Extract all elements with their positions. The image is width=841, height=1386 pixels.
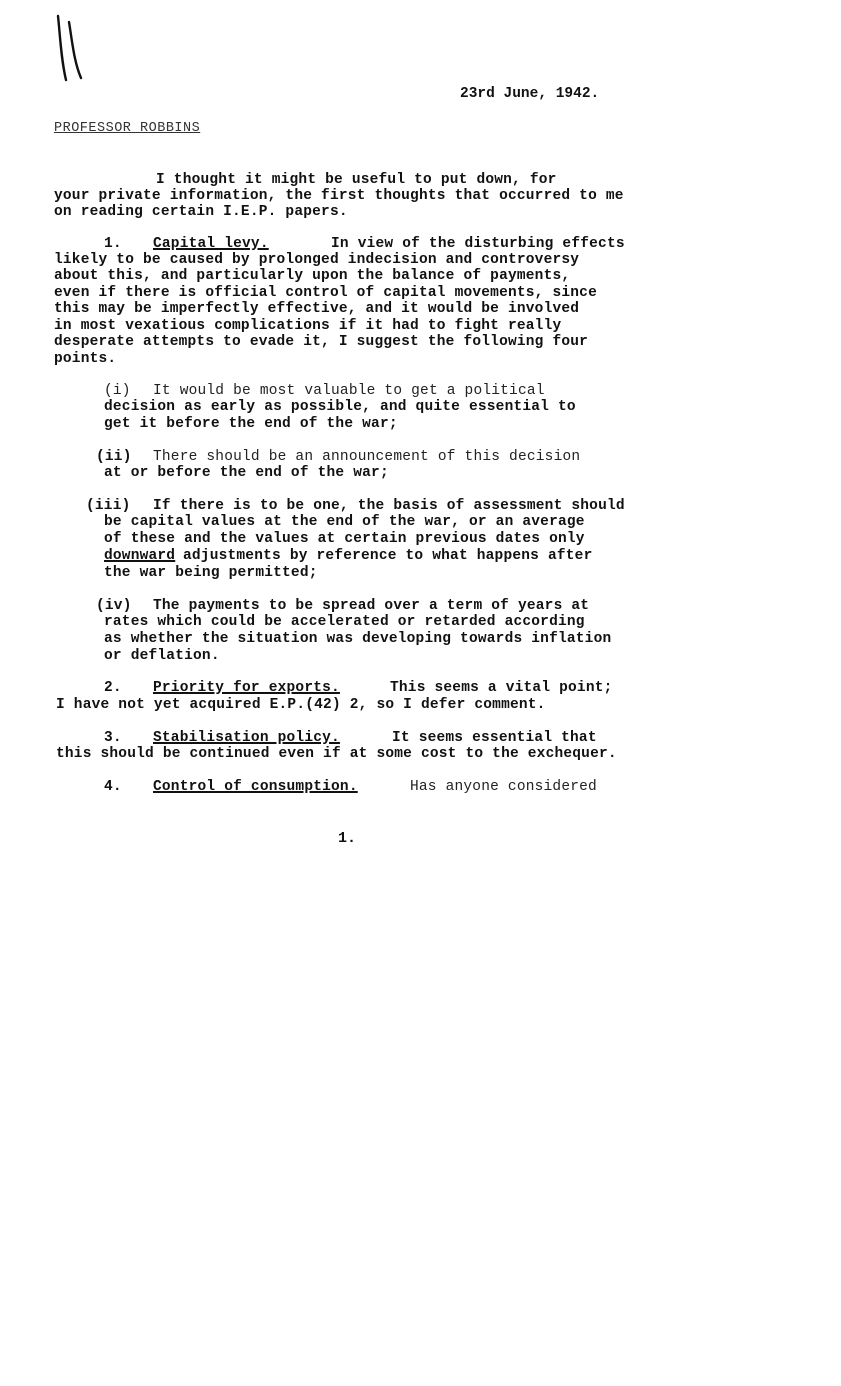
point-number: (iii) <box>86 498 131 514</box>
para1-line: likely to be caused by prolonged indecision and controversy <box>54 252 580 268</box>
para3-heading: Stabilisation policy. <box>153 730 340 746</box>
para3-line: this should be continued even if at some cost to the exchequer. <box>56 746 617 762</box>
para3-number: 3. <box>104 730 122 746</box>
point-line: If there is to be one, the basis of assessment should <box>153 498 625 514</box>
para4-heading: Control of consumption. <box>153 779 358 795</box>
point-line: get it before the end of the war; <box>104 416 398 432</box>
addressee: PROFESSOR ROBBINS <box>54 121 201 136</box>
intro-line: on reading certain I.E.P. papers. <box>54 204 348 220</box>
para4-number: 4. <box>104 779 122 795</box>
letter-date: 23rd June, 1942. <box>460 86 600 102</box>
para1-heading: Capital levy. <box>153 236 269 252</box>
para1-line: in most vexatious complications if it had to fight really <box>54 318 562 334</box>
handwritten-mark <box>52 14 92 84</box>
point-number: (ii) <box>96 449 132 465</box>
point-line: be capital values at the end of the war, or an average <box>104 514 585 530</box>
point-number: (iv) <box>96 598 132 614</box>
point-number: (i) <box>104 383 131 399</box>
page-number: 1. <box>338 830 357 847</box>
para1-line: even if there is official control of capital movements, since <box>54 285 597 301</box>
intro-line: your private information, the first thoughts that occurred to me <box>54 188 624 204</box>
para1-number: 1. <box>104 236 122 252</box>
point-line: or deflation. <box>104 648 220 664</box>
para2-line: I have not yet acquired E.P.(42) 2, so I defer comment. <box>56 697 546 713</box>
para1-line: this may be imperfectly effective, and it would be involved <box>54 301 580 317</box>
para1-line: points. <box>54 351 117 367</box>
point-line: It would be most valuable to get a political <box>153 383 545 399</box>
para4-rest: Has anyone considered <box>410 779 597 795</box>
point-line: the war being permitted; <box>104 565 318 581</box>
para3-rest: It seems essential that <box>392 730 597 746</box>
para1-first-line: In view of the disturbing effects <box>331 236 625 252</box>
intro-line: I thought it might be useful to put down, for <box>156 172 557 188</box>
para1-line: desperate attempts to evade it, I suggest the following four <box>54 334 589 350</box>
point-line: of these and the values at certain previous dates only <box>104 531 585 547</box>
point-line: as whether the situation was developing towards inflation <box>104 631 612 647</box>
point-line: There should be an announcement of this decision <box>153 449 581 465</box>
point-line: rates which could be accelerated or retarded according <box>104 614 585 630</box>
point-line: at or before the end of the war; <box>104 465 389 481</box>
point-line: decision as early as possible, and quite essential to <box>104 399 576 415</box>
para1-line: about this, and particularly upon the balance of payments, <box>54 268 571 284</box>
para2-heading: Priority for exports. <box>153 680 340 696</box>
para2-number: 2. <box>104 680 122 696</box>
para2-rest: This seems a vital point; <box>390 680 613 696</box>
point-line: The payments to be spread over a term of years at <box>153 598 590 614</box>
underlined-word: downward <box>104 548 176 564</box>
point-line: adjustments by reference to what happens after <box>183 548 593 564</box>
